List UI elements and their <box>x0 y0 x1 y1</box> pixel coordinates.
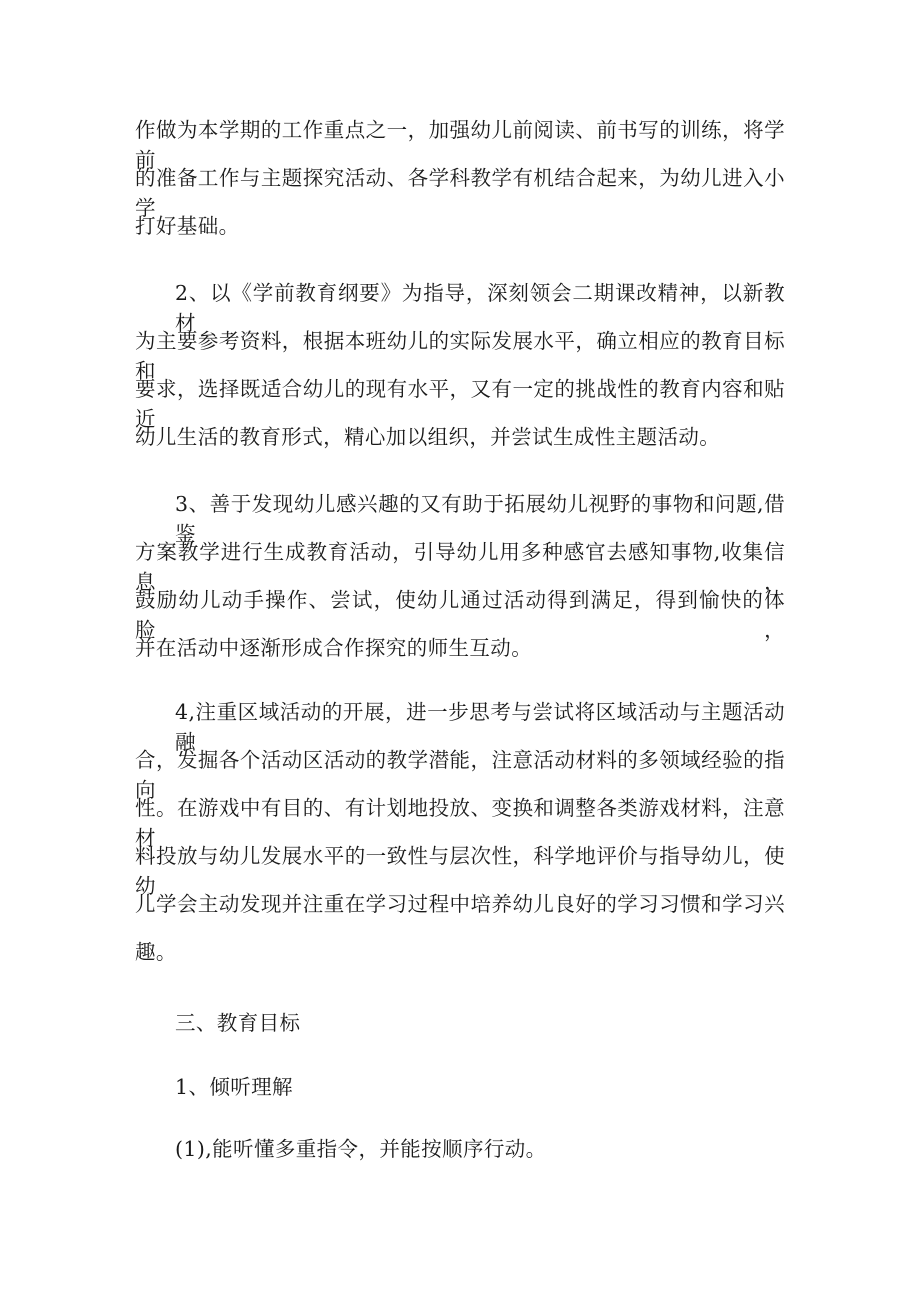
paragraph-line: 幼儿生活的教育形式，精心加以组织，并尝试生成性主题活动。 <box>135 425 721 449</box>
paragraph-line: 儿学会主动发现并注重在学习过程中培养幼儿良好的学习习惯和学习兴 <box>135 892 785 916</box>
paragraph-line: 作做为本学期的工作重点之一，加强幼儿前阅读、前书写的训练，将学前 <box>135 118 785 172</box>
paragraph-line: 合，发掘各个活动区活动的教学潜能，注意活动材料的多领域经验的指向 <box>135 748 785 802</box>
paragraph-line: 鼓励幼儿动手操作、尝试，使幼儿通过活动得到满足，得到愉快的体脸， <box>135 588 785 642</box>
paragraph-line: 的准备工作与主题探究活动、各学科教学有机结合起来，为幼儿进入小学 <box>135 166 785 220</box>
list-item: (1),能听懂多重指令，并能按顺序行动。 <box>175 1137 547 1161</box>
paragraph-line: 性。在游戏中有目的、有计划地投放、变换和调整各类游戏材料，注意材 <box>135 796 785 850</box>
paragraph-line: 方案教学进行生成教育活动，引导幼儿用多种感官去感知事物,收集信息， <box>135 540 785 594</box>
paragraph-line: 并在活动中逐渐形成合作探究的师生互动。 <box>135 636 533 660</box>
paragraph-line: 打好基础。 <box>135 214 240 238</box>
paragraph-line: 料投放与幼儿发展水平的一致性与层次性，科学地评价与指导幼儿，使幼 <box>135 844 785 898</box>
paragraph-line: 为主要参考资料，根据本班幼儿的实际发展水平，确立相应的教育目标和 <box>135 329 785 383</box>
paragraph-line: 趣。 <box>135 940 177 964</box>
paragraph-line: 2、以《学前教育纲要》为指导，深刻领会二期课改精神，以新教材 <box>175 281 785 335</box>
paragraph-line: 要求，选择既适合幼儿的现有水平，又有一定的挑战性的教育内容和贴近 <box>135 377 785 431</box>
section-heading: 三、教育目标 <box>175 1011 301 1035</box>
paragraph-line: 3、善于发现幼儿感兴趣的又有助于拓展幼儿视野的事物和问题,借鉴 <box>175 492 785 546</box>
subheading: 1、倾听理解 <box>175 1075 293 1099</box>
paragraph-line: 4,注重区域活动的开展，进一步思考与尝试将区域活动与主题活动融 <box>175 700 785 754</box>
